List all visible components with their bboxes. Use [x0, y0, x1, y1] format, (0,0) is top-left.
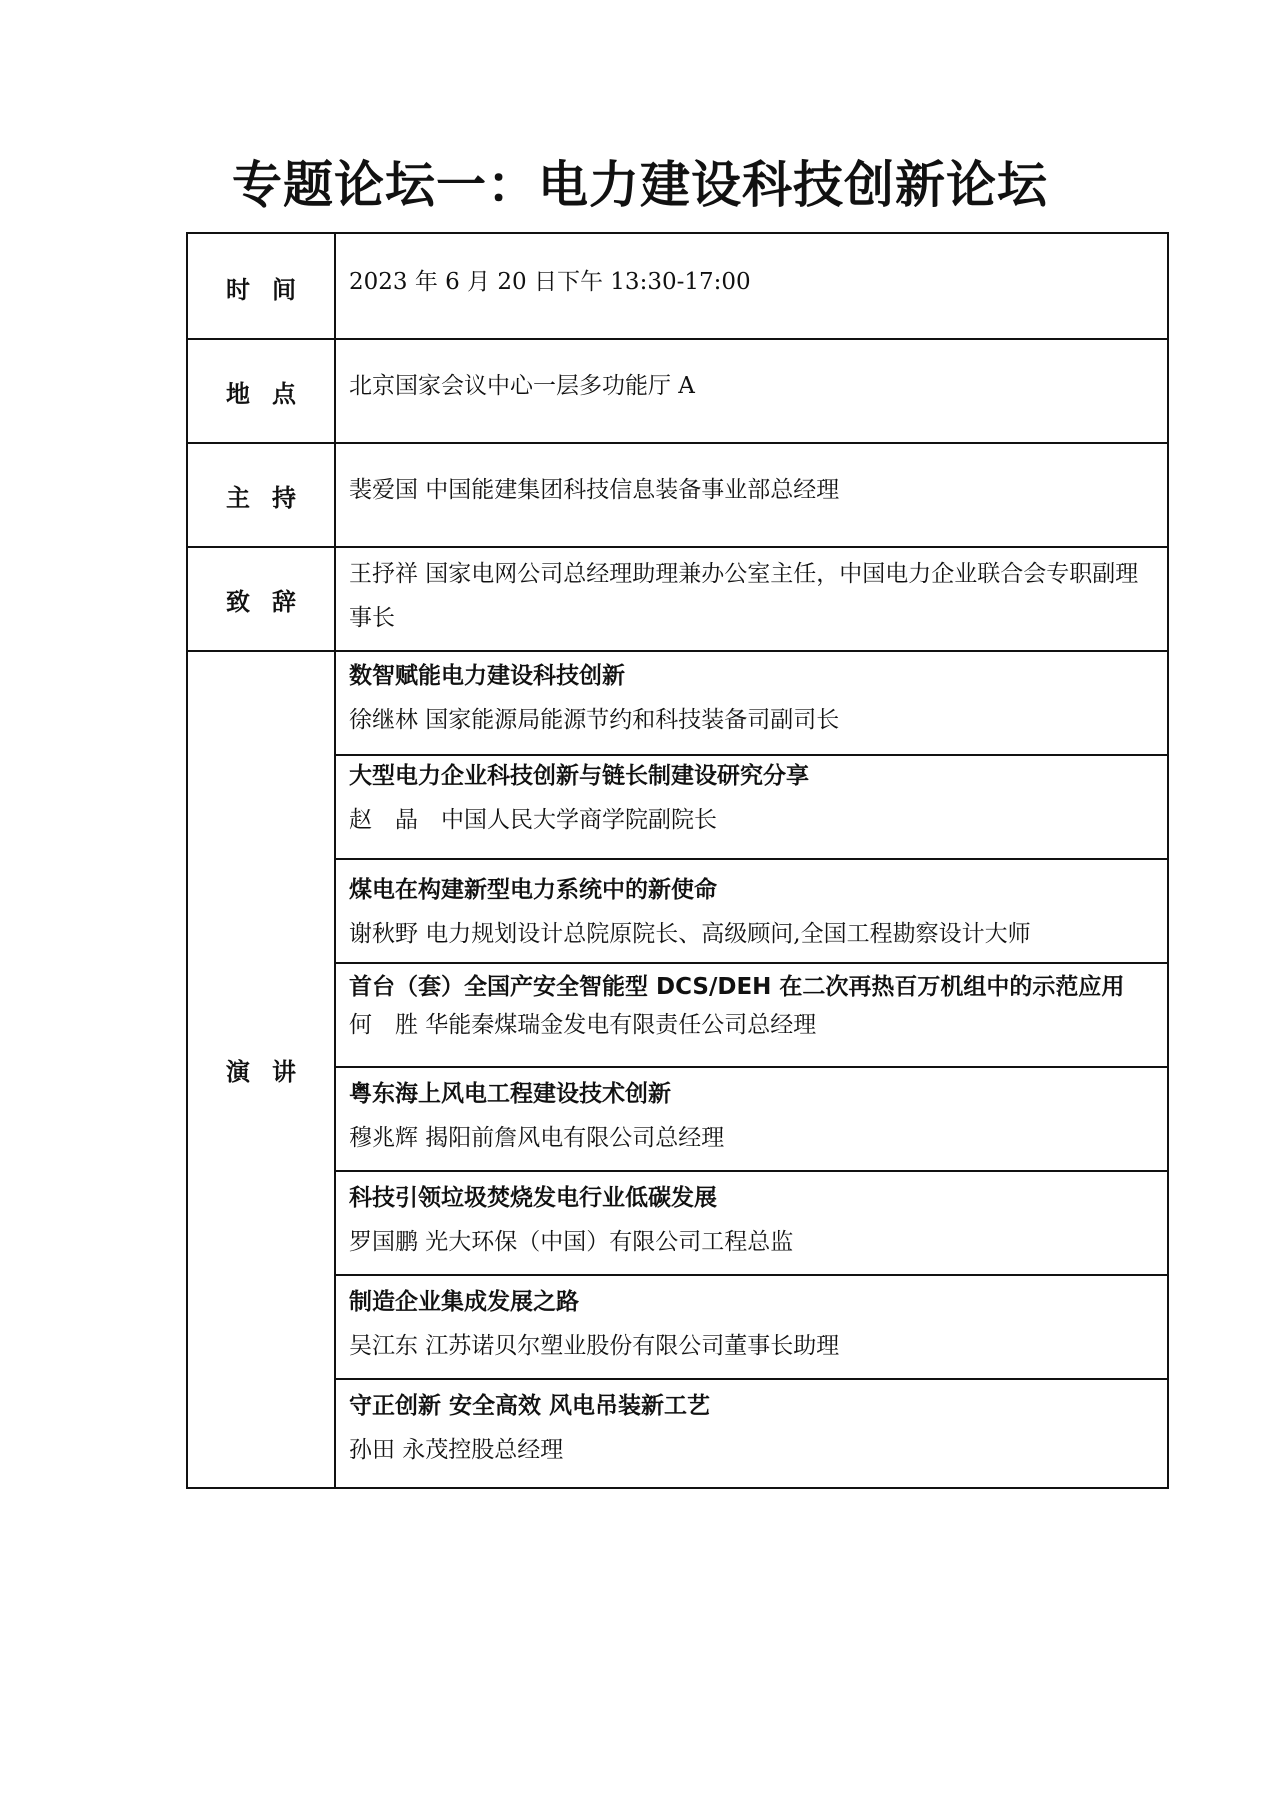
value-time: 2023 年 6 月 20 日下午 13:30-17:00 [349, 269, 751, 295]
label-host: 主持 [226, 484, 318, 512]
speech-speaker: 罗国鹏 光大环保（中国）有限公司工程总监 [349, 1229, 794, 1255]
info-row-venue [188, 338, 1167, 442]
speech-title: 科技引领垃圾焚烧发电行业低碳发展 [349, 1185, 717, 1211]
info-row-address [188, 546, 1167, 650]
speech-speaker: 何 胜 华能秦煤瑞金发电有限责任公司总经理 [349, 1012, 817, 1038]
info-row-time [188, 234, 1167, 338]
speech-speaker: 穆兆辉 揭阳前詹风电有限公司总经理 [349, 1125, 725, 1151]
speech-item [188, 1378, 1167, 1489]
speech-title: 数智赋能电力建设科技创新 [349, 663, 625, 689]
speech-speaker: 谢秋野 电力规划设计总院原院长、高级顾问,全国工程勘察设计大师 [349, 921, 1031, 947]
speech-item [188, 650, 1167, 754]
speech-item [188, 858, 1167, 962]
schedule-table [186, 232, 1169, 1489]
speech-item [188, 1274, 1167, 1378]
label-time: 时间 [226, 276, 318, 304]
speech-speaker: 徐继林 国家能源局能源节约和科技装备司副司长 [349, 707, 840, 733]
speech-title: 首台（套）全国产安全智能型 DCS/DEH 在二次再热百万机组中的示范应用 [349, 974, 1125, 1000]
speech-item [188, 754, 1167, 858]
speech-speaker: 赵 晶 中国人民大学商学院副院长 [349, 807, 717, 833]
page-title: 专题论坛一：电力建设科技创新论坛 [232, 155, 1048, 214]
speech-speaker: 吴江东 江苏诺贝尔塑业股份有限公司董事长助理 [349, 1333, 840, 1359]
label-speeches: 演讲 [226, 1058, 318, 1086]
value-address: 王抒祥 国家电网公司总经理助理兼办公室主任，中国电力企业联合会专职副理事长 [349, 561, 1139, 631]
speech-item [188, 1066, 1167, 1170]
speech-title: 大型电力企业科技创新与链长制建设研究分享 [349, 763, 809, 789]
value-venue: 北京国家会议中心一层多功能厅 A [349, 373, 695, 399]
label-address: 致辞 [226, 588, 318, 616]
value-host: 裴爱国 中国能建集团科技信息装备事业部总经理 [349, 477, 840, 503]
speech-item [188, 962, 1167, 1066]
speech-title: 制造企业集成发展之路 [349, 1289, 579, 1315]
speech-title: 粤东海上风电工程建设技术创新 [349, 1081, 671, 1107]
speech-title: 守正创新 安全高效 风电吊装新工艺 [349, 1393, 711, 1419]
speech-speaker: 孙田 永茂控股总经理 [349, 1437, 564, 1463]
label-venue: 地点 [226, 380, 318, 408]
info-row-host [188, 442, 1167, 546]
speech-item [188, 1170, 1167, 1274]
speech-title: 煤电在构建新型电力系统中的新使命 [349, 877, 717, 903]
